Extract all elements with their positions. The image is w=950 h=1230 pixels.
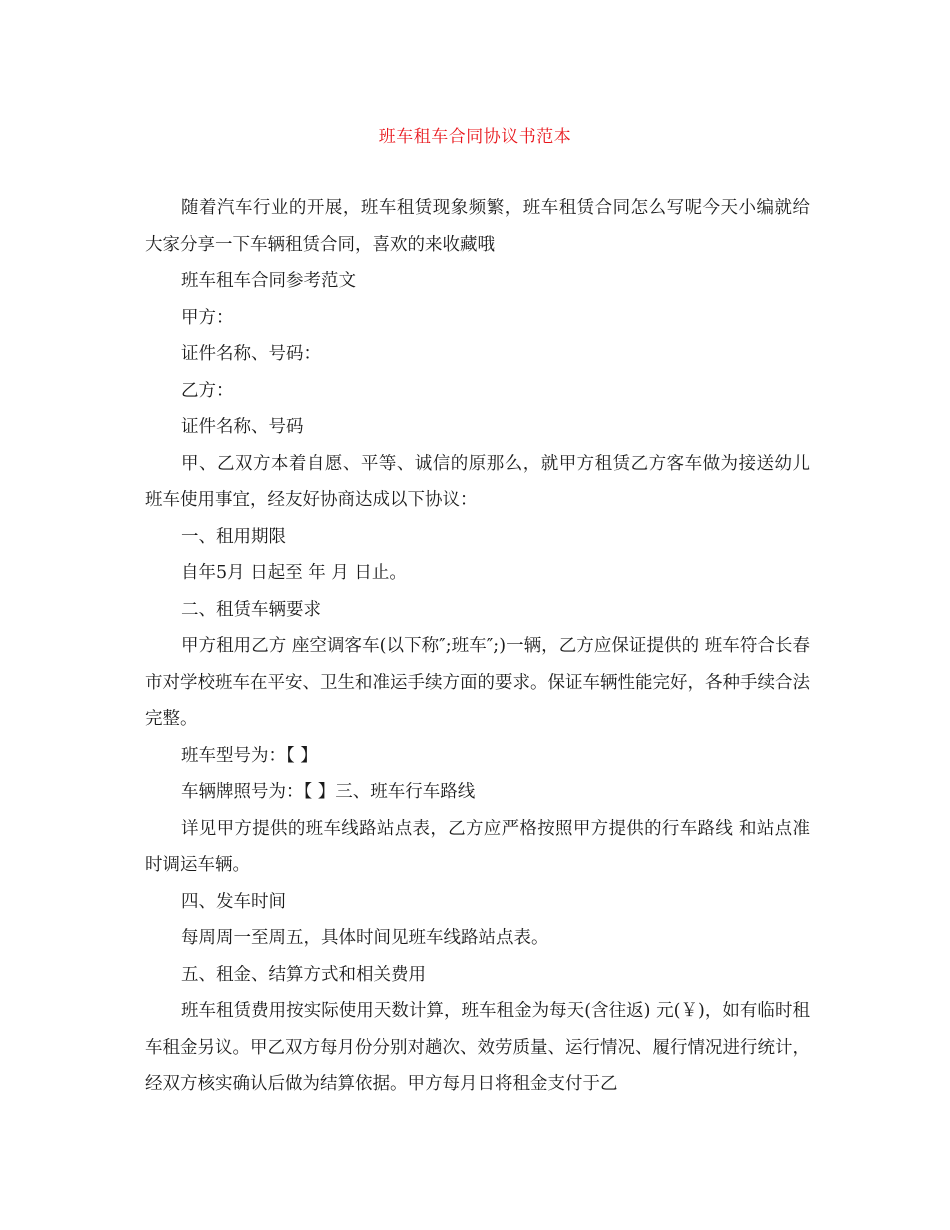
paragraph-departure-time: 每周周一至周五，具体时间见班车线路站点表。 [181,928,549,948]
paragraph-term-dates: 自年5月 日起至 年 月 日止。 [181,563,407,583]
paragraph-party-a: 甲方： [181,307,234,328]
document-title: 班车租车合同协议书范本 [378,127,572,147]
paragraph-route-details: 详见甲方提供的班车线路站点表，乙方应严格按照甲方提供的行车路线 和站点准时调运车辆。 [145,818,810,875]
paragraph-intro: 随着汽车行业的开展，班车租赁现象频繁，班车租赁合同怎么写呢今天小编就给大家分享一下车辆租赁合同，喜欢的来收藏哦 [145,198,810,255]
paragraph-rent-settlement: 班车租赁费用按实际使用天数计算，班车租金为每天(含往返) 元(￥)，如有临时租车租金另议。甲乙双方每月份分别对趟次、效劳质量、运行情况、履行情况进行统计，经双方核实确认后做为结算依据。甲方每月日将租金支付于乙 [145,1001,810,1094]
paragraph-party-b-id: 证件名称、号码 [181,417,304,437]
paragraph-subtitle: 班车租车合同参考范文 [181,271,356,291]
paragraph-party-a-id: 证件名称、号码： [181,344,321,364]
section-heading-vehicle-requirements: 二、租赁车辆要求 [181,599,321,620]
section-heading-departure-time: 四、发车时间 [181,891,286,912]
paragraph-vehicle-model: 班车型号为：【 】 [181,745,318,766]
document-body [145,190,810,1103]
paragraph-party-b: 乙方： [181,380,234,401]
paragraph-agreement-preamble: 甲、乙双方本着自愿、平等、诚信的原那么，就甲方租赁乙方客车做为接送幼儿班车使用事宜，经友好协商达成以下协议： [145,453,810,510]
section-heading-rent-settlement: 五、租金、结算方式和相关费用 [181,964,426,985]
paragraph-vehicle-requirements: 甲方租用乙方 座空调客车(以下称″;班车″;)一辆，乙方应保证提供的 班车符合长春市对学校班车在平安、卫生和准运手续方面的要求。保证车辆性能完好，各种手续合法完整。 [145,636,810,729]
section-heading-term: 一、租用期限 [181,526,286,547]
paragraph-license-plate-and-route-heading: 车辆牌照号为：【 】三、班车行车路线 [181,782,476,802]
